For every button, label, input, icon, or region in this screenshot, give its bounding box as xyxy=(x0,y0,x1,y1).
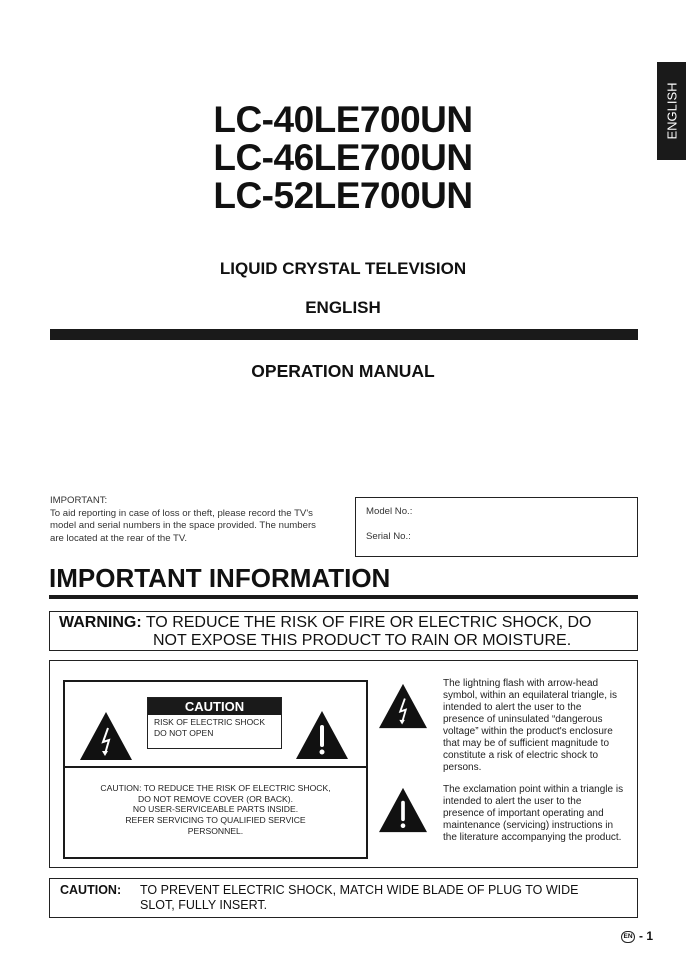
exclamation-triangle-icon xyxy=(296,711,348,759)
model-title-3: LC-52LE700UN xyxy=(213,175,473,216)
manual-heading: OPERATION MANUAL xyxy=(251,361,435,381)
lightning-description: The lightning flash with arrow-head symbol, within an equilateral triangle, is intended to alert the user to the presence of uninsulated “dangerous voltage” within the product's enclosure that may be of sufficient magnitude to constitute a risk of electric shock to persons. xyxy=(443,678,617,773)
caution-label-line1: RISK OF ELECTRIC SHOCK xyxy=(154,717,265,727)
model-no-field: Model No.: xyxy=(366,506,413,517)
page-number: - 1 xyxy=(639,929,654,943)
important-label: IMPORTANT: xyxy=(50,495,108,506)
exclamation-description: The exclamation point within a triangle is intended to alert the user to the presence of important operating and maintenance (servicing) instructions in the literature accompanying the product. xyxy=(443,784,624,843)
caution-line: REFER SERVICING TO QUALIFIED SERVICE xyxy=(125,815,306,826)
warning-label: WARNING: xyxy=(59,614,142,631)
caution-label xyxy=(147,697,282,749)
plug-caution-label: CAUTION: xyxy=(60,883,122,897)
warning-line2: NOT EXPOSE THIS PRODUCT TO RAIN OR MOISTURE. xyxy=(153,632,572,649)
panel-divider xyxy=(63,766,368,768)
product-type: LIQUID CRYSTAL TELEVISION xyxy=(219,259,467,278)
serial-no-field: Serial No.: xyxy=(366,530,411,542)
model-title-2: LC-46LE700UN xyxy=(213,137,473,178)
model-title-1: LC-40LE700UN xyxy=(213,99,473,140)
warning-line1: TO REDUCE THE RISK OF FIRE OR ELECTRIC SHOCK, DO xyxy=(145,614,592,631)
en-badge-icon: EN xyxy=(621,931,635,943)
important-note xyxy=(50,495,330,545)
caution-line: NO USER-SERVICEABLE PARTS INSIDE. xyxy=(132,804,299,815)
section-title: IMPORTANT INFORMATION xyxy=(49,563,391,593)
caution-line: PERSONNEL. xyxy=(187,825,244,836)
language-heading: ENGLISH xyxy=(305,298,381,317)
lightning-triangle-icon xyxy=(80,712,132,760)
section-rule xyxy=(49,595,638,599)
caution-label-line2: DO NOT OPEN xyxy=(154,728,214,738)
warning-box xyxy=(49,611,638,651)
caution-line: DO NOT REMOVE COVER (OR BACK). xyxy=(137,793,294,804)
plug-caution-box xyxy=(49,878,638,918)
caution-label-title: CAUTION xyxy=(148,698,281,715)
exclamation-symbol-icon xyxy=(379,786,427,834)
record-box xyxy=(355,497,638,557)
divider-bar xyxy=(50,329,638,340)
lightning-symbol-icon xyxy=(379,682,427,730)
caution-line: CAUTION: TO REDUCE THE RISK OF ELECTRIC SHOCK, xyxy=(100,783,331,793)
important-text: To aid reporting in case of loss or theft, please record the TV's model and serial numbers in the space provided. The numbers are located at the rear of the TV. xyxy=(50,507,316,544)
plug-caution-text: TO PREVENT ELECTRIC SHOCK, MATCH WIDE BLADE OF PLUG TO WIDE SLOT, FULLY INSERT. xyxy=(140,883,579,912)
side-tab-label: ENGLISH xyxy=(664,82,679,140)
caution-instructions xyxy=(65,783,366,837)
